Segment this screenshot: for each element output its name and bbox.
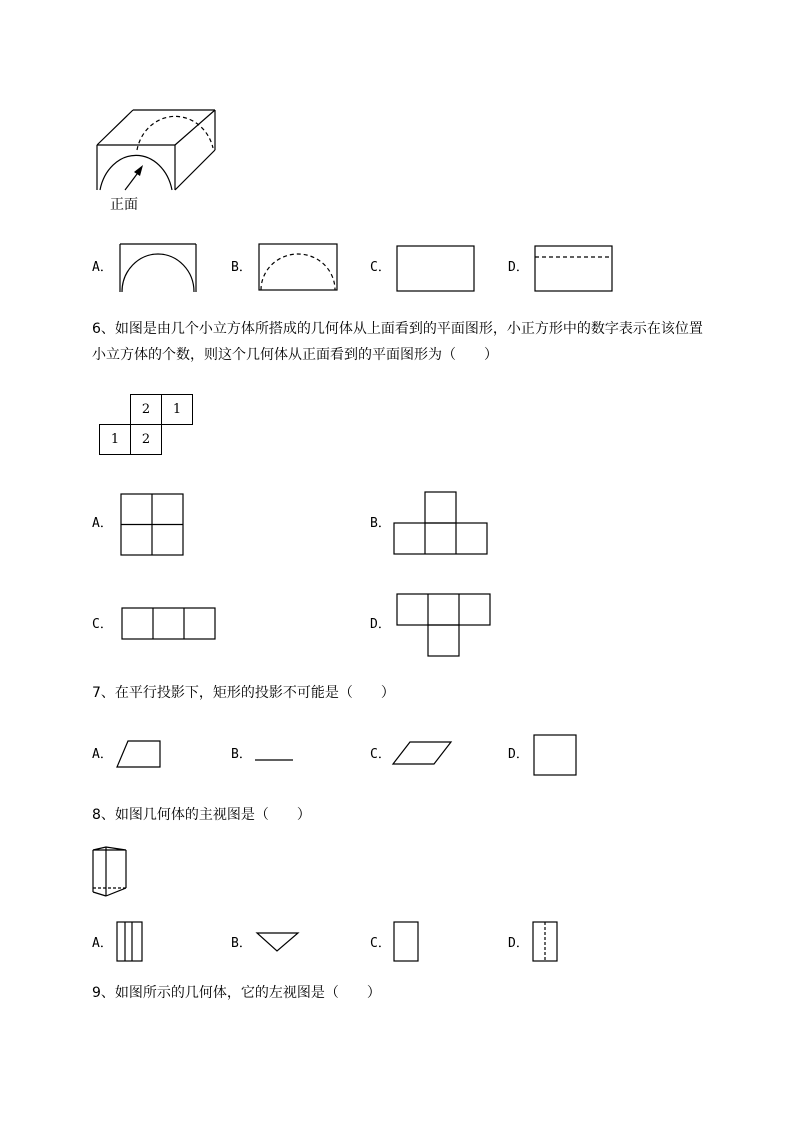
- q6-option-c-label[interactable]: C．: [92, 617, 113, 632]
- q6-option-a-figure[interactable]: [121, 494, 191, 564]
- q6-option-b-label[interactable]: B．: [370, 516, 391, 531]
- q8-option-d-label[interactable]: D．: [508, 936, 529, 951]
- q5-option-c-label[interactable]: C．: [370, 260, 391, 275]
- q8-option-b-figure[interactable]: [256, 932, 300, 954]
- q7-option-a-figure[interactable]: [116, 740, 166, 770]
- q8-option-c-label[interactable]: C．: [370, 936, 391, 951]
- q6-option-a-label[interactable]: A．: [92, 516, 113, 531]
- q6-grid-cell: 2: [130, 424, 162, 455]
- q6-option-c-figure[interactable]: [122, 608, 222, 648]
- q8-option-c-figure[interactable]: [394, 922, 424, 967]
- q8-option-b-label[interactable]: B．: [231, 936, 252, 951]
- q5-option-a-figure[interactable]: [120, 244, 200, 294]
- q6-option-b-figure[interactable]: [394, 492, 494, 562]
- q9-question: 9、如图所示的几何体，它的左视图是（ ）: [92, 985, 381, 1001]
- q7-option-a-label[interactable]: A．: [92, 747, 113, 762]
- q7-option-c-label[interactable]: C．: [370, 747, 391, 762]
- q8-question: 8、如图几何体的主视图是（ ）: [92, 807, 311, 823]
- q7-option-d-figure[interactable]: [534, 735, 579, 780]
- q5-option-b-label[interactable]: B．: [231, 260, 252, 275]
- q7-option-c-figure[interactable]: [392, 741, 454, 767]
- q7-question: 7、在平行投影下，矩形的投影不可能是（ ）: [92, 685, 395, 701]
- q6-grid-cell: 1: [161, 394, 193, 425]
- q7-option-b-label[interactable]: B．: [231, 747, 252, 762]
- q6-question-line2: 小立方体的个数，则这个几何体从正面看到的平面图形为（ ）: [92, 347, 498, 363]
- q5-option-d-figure[interactable]: [535, 246, 615, 296]
- q8-option-d-figure[interactable]: [533, 922, 563, 967]
- q5-option-d-label[interactable]: D．: [508, 260, 529, 275]
- q6-grid-cell: 1: [99, 424, 131, 455]
- q8-prism-figure: [92, 846, 132, 906]
- q5-option-c-figure[interactable]: [397, 246, 477, 296]
- q8-option-a-figure[interactable]: [117, 922, 147, 967]
- front-label: 正面: [110, 197, 138, 213]
- q6-question-line1: 6、如图是由几个小立方体所搭成的几何体从上面看到的平面图形，小正方形中的数字表示在该位置: [92, 321, 703, 337]
- q8-option-a-label[interactable]: A．: [92, 936, 113, 951]
- q7-option-b-figure[interactable]: [255, 758, 295, 762]
- q5-option-a-label[interactable]: A．: [92, 260, 113, 275]
- q6-option-d-label[interactable]: D．: [370, 617, 391, 632]
- q6-option-d-figure[interactable]: [397, 594, 497, 664]
- q5-option-b-figure[interactable]: [259, 244, 339, 294]
- q7-option-d-label[interactable]: D．: [508, 747, 529, 762]
- q6-grid-cell: 2: [130, 394, 162, 425]
